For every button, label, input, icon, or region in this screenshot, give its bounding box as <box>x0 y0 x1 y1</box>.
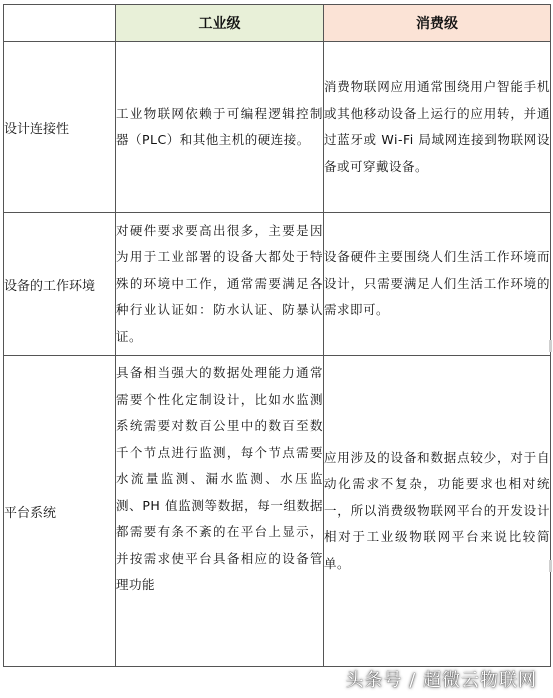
cell-consumer-environment: 设备硬件主要围绕人们生活工作环境而设计，只需要满足人们生活工作环境的需求即可。 <box>324 213 551 356</box>
cell-consumer-connectivity: 消费物联网应用通常围绕用户智能手机或其他移动设备上运行的应用转，并通过蓝牙或 Wi-Fi 局域网连接到物联网设备或可穿戴设备。 <box>324 42 551 213</box>
header-consumer: 消费级 <box>324 5 551 42</box>
cell-consumer-platform: 应用涉及的设备和数据点较少，对于自动化需求不复杂，功能要求也相对统一，所以消费级物联网平台的开发设计相对于工业级物联网平台来说比较简单。 <box>324 356 551 667</box>
comparison-table <box>3 4 551 667</box>
row-label-environment: 设备的工作环境 <box>4 213 116 356</box>
scroll-marker <box>549 340 552 352</box>
table-row <box>4 356 551 667</box>
table-row <box>4 213 551 356</box>
cell-industrial-platform: 具备相当强大的数据处理能力通常需要个性化定制设计，比如水监测系统需要对数百公里中的数百至数千个节点进行监测，每个节点需要水流量监测、漏水监测、水压监测、PH 值监测等数据，每一组数据都需要有条不紊的在平台上显示，并按需求使平台具备相应的设备管理功能 <box>116 356 324 667</box>
scroll-marker <box>549 560 552 572</box>
row-label-platform: 平台系统 <box>4 356 116 667</box>
table-row <box>4 42 551 213</box>
watermark: 头条号 / 超微云物联网 <box>345 670 537 691</box>
cell-industrial-connectivity: 工业物联网依赖于可编程逻辑控制器（PLC）和其他主机的硬连接。 <box>116 42 324 213</box>
header-industrial: 工业级 <box>116 5 324 42</box>
header-blank-cell <box>4 5 116 42</box>
cell-industrial-environment: 对硬件要求要高出很多，主要是因为用于工业部署的设备大都处于特殊的环境中工作，通常需要满足各种行业认证如：防水认证、防暴认证。 <box>116 213 324 356</box>
row-label-connectivity: 设计连接性 <box>4 42 116 213</box>
header-row <box>4 5 551 42</box>
